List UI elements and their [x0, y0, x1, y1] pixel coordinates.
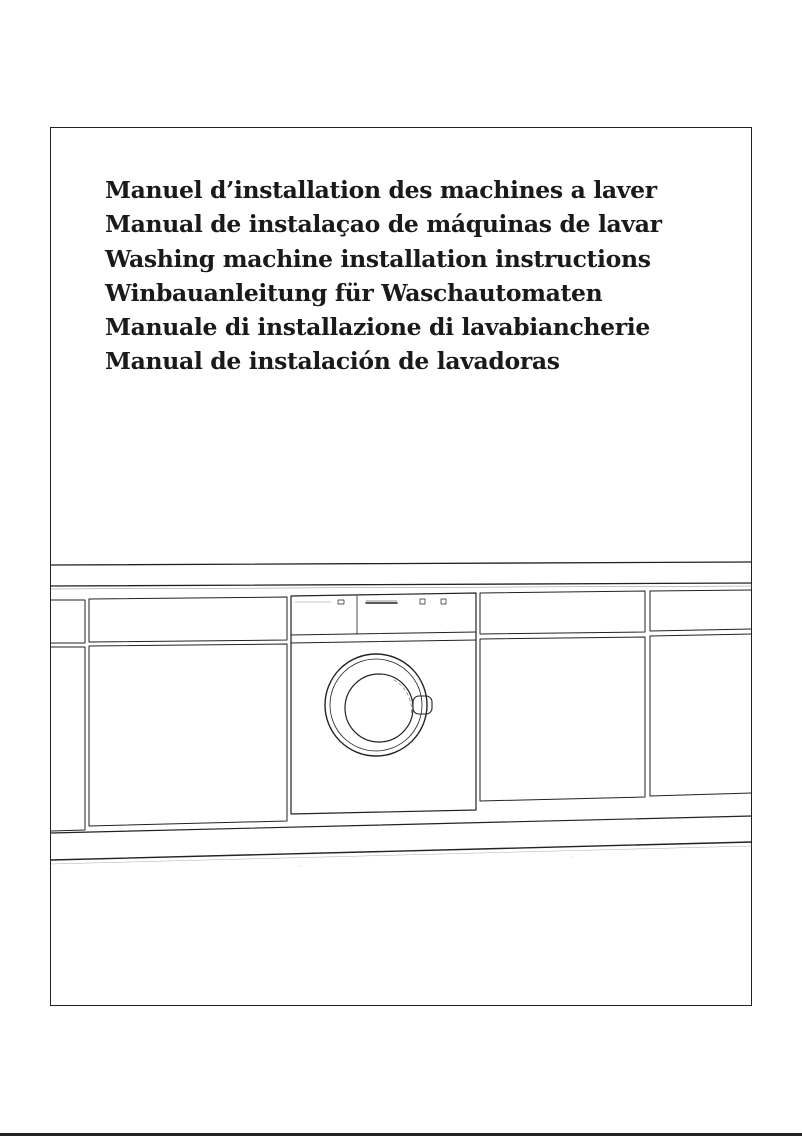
cabinet-right	[480, 591, 645, 801]
title-list	[105, 173, 662, 379]
worktop-top-edge	[51, 562, 752, 565]
cabinet-right-far	[650, 590, 752, 796]
title-german: Winbauanleitung für Waschautomaten	[105, 278, 603, 307]
title-spanish: Manual de instalación de lavadoras	[105, 347, 560, 376]
cabinet-left-narrow	[51, 600, 85, 831]
control-panel	[295, 599, 446, 604]
title-portuguese: Manual de instalaçao de máquinas de lavar	[105, 210, 662, 239]
washing-machine-body	[291, 593, 476, 814]
porthole-door	[325, 654, 432, 756]
title-english: Washing machine installation instructions	[105, 244, 651, 273]
title-italian: Manuale di installazione di lavabiancherie	[105, 313, 650, 342]
worktop-bottom-edge	[51, 583, 752, 586]
plinth-bottom	[51, 842, 752, 860]
title-french: Manuel d’installation des machines a laver	[105, 176, 657, 204]
cabinet-left	[89, 597, 287, 826]
door-handle	[413, 696, 432, 714]
washing-machine-illustration	[51, 555, 752, 875]
